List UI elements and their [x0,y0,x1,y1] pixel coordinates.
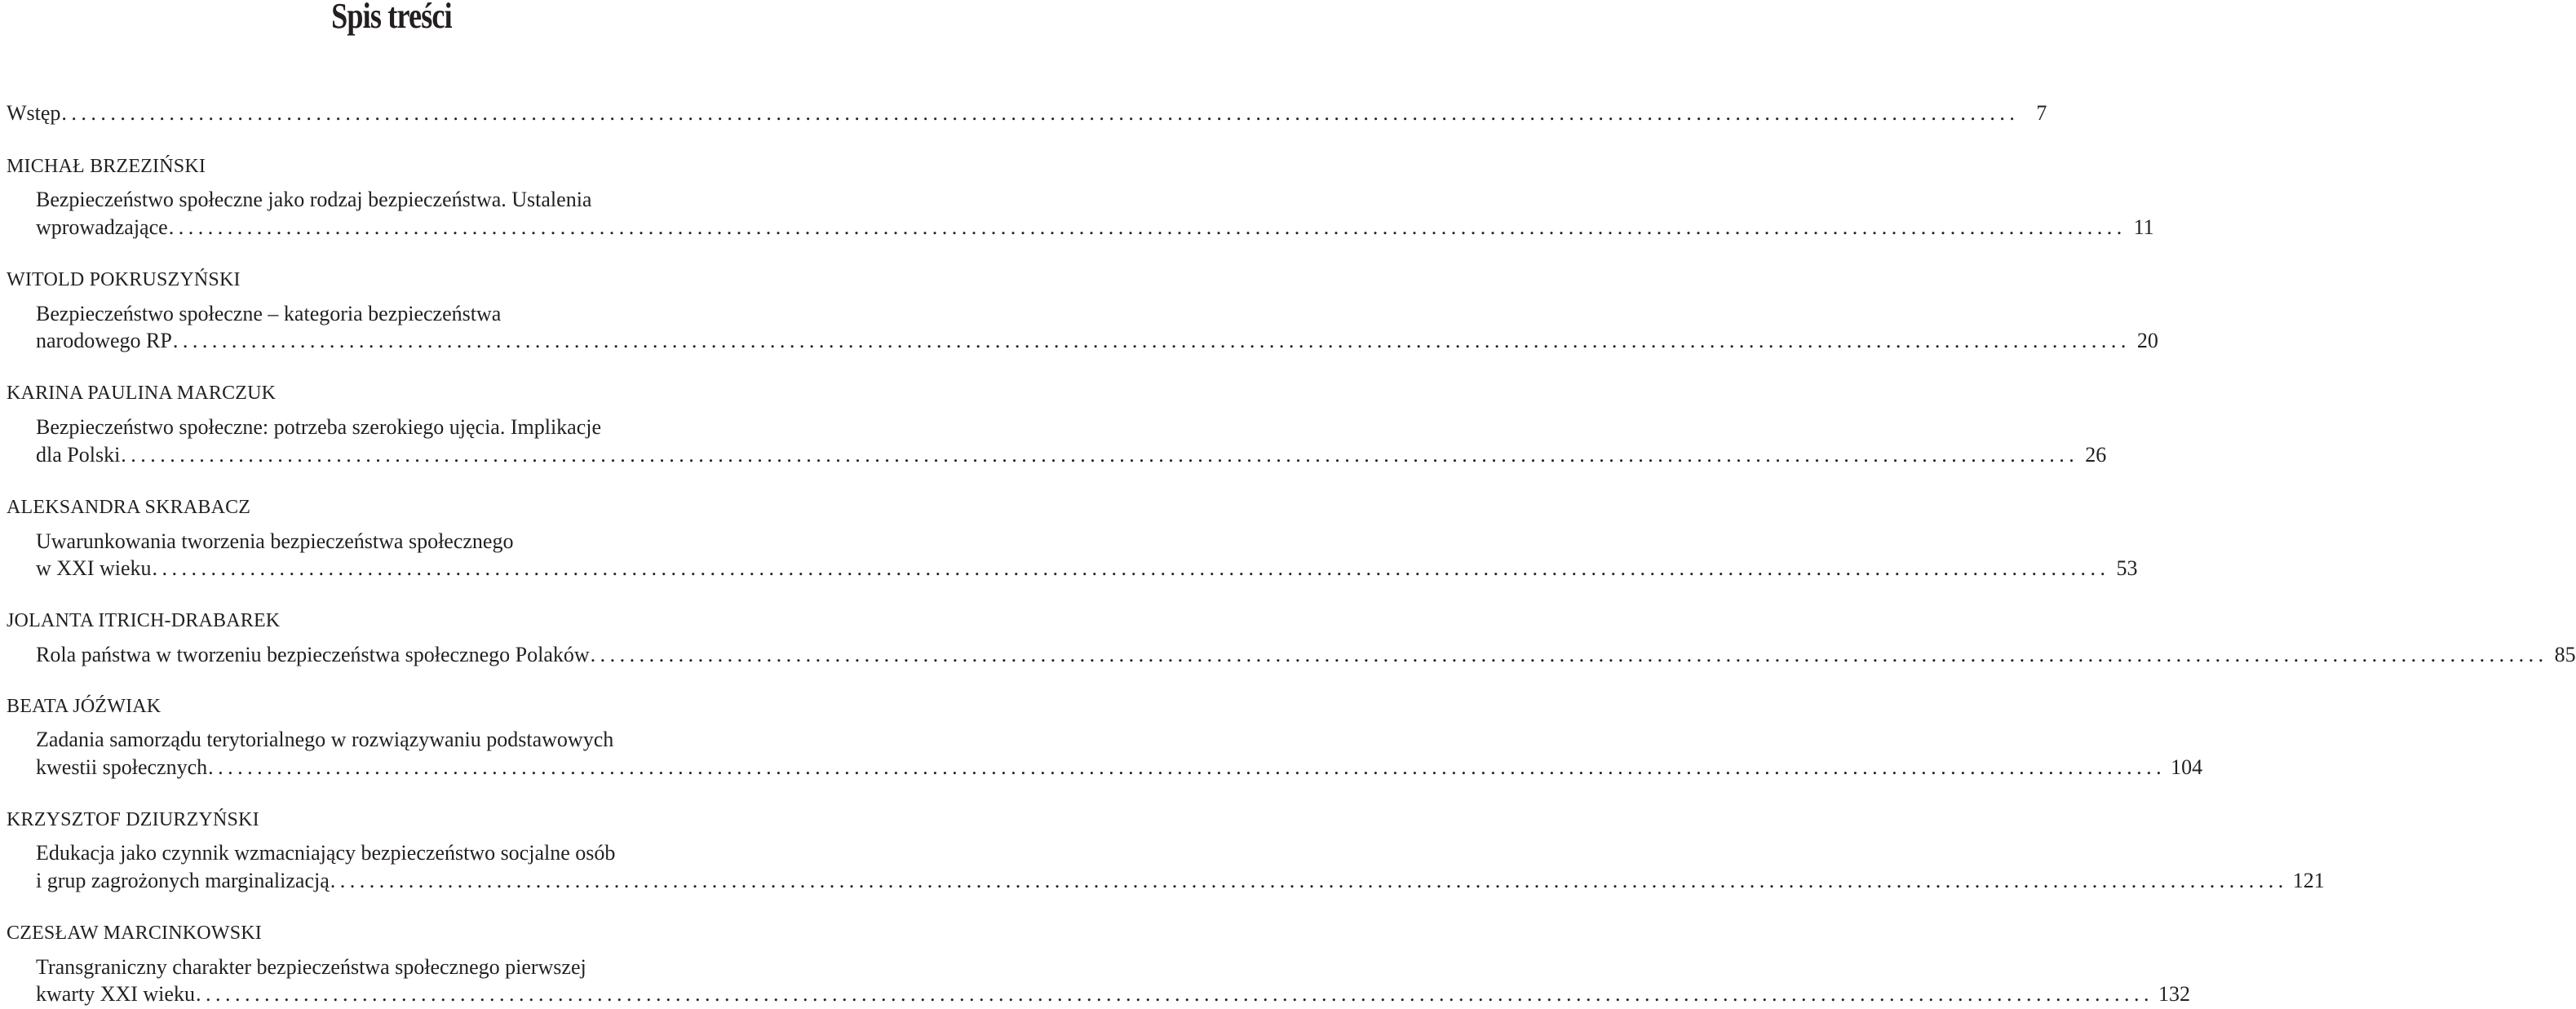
toc-entry-last-line[interactable] [36,754,2203,781]
dot-leader: ........................................................................................................................................................................................................ [152,556,2110,580]
toc-author: WITOLD POKRUSZYŃSKI [7,269,241,290]
dot-leader: ........................................................................................................................................................................................................ [121,443,2079,467]
dot-leader: ........................................................................................................................................................................................................ [330,869,2288,892]
toc-author: MICHAŁ BRZEZIŃSKI [7,156,206,177]
page-title: Spis treści [331,0,452,36]
toc-title-line: Transgraniczny charakter bezpieczeństwa społecznego pierwszej [36,955,586,979]
toc-entry-title: dla Polski [36,443,121,467]
toc-page-number: 104 [2171,755,2203,779]
dot-leader: ........................................................................................................................................................................................................ [208,755,2167,779]
toc-title-line: Uwarunkowania tworzenia bezpieczeństwa społecznego [36,529,514,553]
toc-entry-last-line[interactable] [36,214,2154,241]
toc-entry-last-line[interactable] [36,327,2158,355]
toc-page-number: 132 [2158,982,2190,1006]
toc-author: KRZYSZTOF DZIURZYŃSKI [7,809,259,830]
dot-leader: ........................................................................................................................................................................................................ [590,643,2548,666]
toc-entry-intro[interactable] [7,100,2047,127]
toc-entry-title: wprowadzające [36,215,168,239]
dot-leader: ........................................................................................................................................................................................................ [168,215,2127,239]
toc-entry-last-line[interactable] [36,867,2325,895]
toc-entry-title: kwestii społecznych [36,755,208,779]
toc-entry-last-line[interactable] [36,555,2138,582]
toc-entry-title: Wstęp [7,101,61,125]
toc-entry-title: w XXI wieku [36,556,152,580]
toc-page-number: 85 [2554,643,2576,666]
toc-page-number: 11 [2133,215,2154,239]
toc-entry-title: kwarty XXI wieku [36,982,195,1006]
toc-title-line: Bezpieczeństwo społeczne: potrzeba szerokiego ujęcia. Implikacje [36,415,602,439]
toc-entry-title: i grup zagrożonych marginalizacją [36,869,330,892]
toc-author: ALEKSANDRA SKRABACZ [7,497,251,518]
toc-title-line: Edukacja jako czynnik wzmacniający bezpieczeństwo socjalne osób [36,841,616,865]
dot-leader: ........................................................................................................................................................................................................ [61,101,2020,125]
toc-entry-title: Rola państwa w tworzeniu bezpieczeństwa społecznego Polaków [36,643,590,666]
toc-entry-last-line[interactable] [36,441,2107,469]
toc-author: KARINA PAULINA MARCZUK [7,383,277,404]
dot-leader: ........................................................................................................................................................................................................ [195,982,2153,1006]
toc-page-number: 20 [2136,329,2158,352]
toc-entry-title: narodowego RP [36,329,172,352]
toc-page-number: 53 [2116,556,2138,580]
toc-title-line: Bezpieczeństwo społeczne jako rodzaj bezpieczeństwa. Ustalenia [36,188,592,211]
dot-leader: ........................................................................................................................................................................................................ [172,329,2131,352]
toc-title-line: Zadania samorządu terytorialnego w rozwiązywaniu podstawowych [36,728,614,751]
toc-entry-last-line[interactable] [36,641,2576,669]
toc-page-number: 121 [2292,869,2325,892]
toc-page-number: 7 [2036,101,2047,125]
toc-entry-last-line[interactable] [36,980,2190,1008]
toc-author: BEATA JÓŹWIAK [7,696,162,717]
toc-page-number: 26 [2085,443,2107,467]
toc-author: JOLANTA ITRICH-DRABAREK [7,610,281,631]
toc-title-line: Bezpieczeństwo społeczne – kategoria bezpieczeństwa [36,302,502,325]
toc-author: CZESŁAW MARCINKOWSKI [7,923,262,944]
